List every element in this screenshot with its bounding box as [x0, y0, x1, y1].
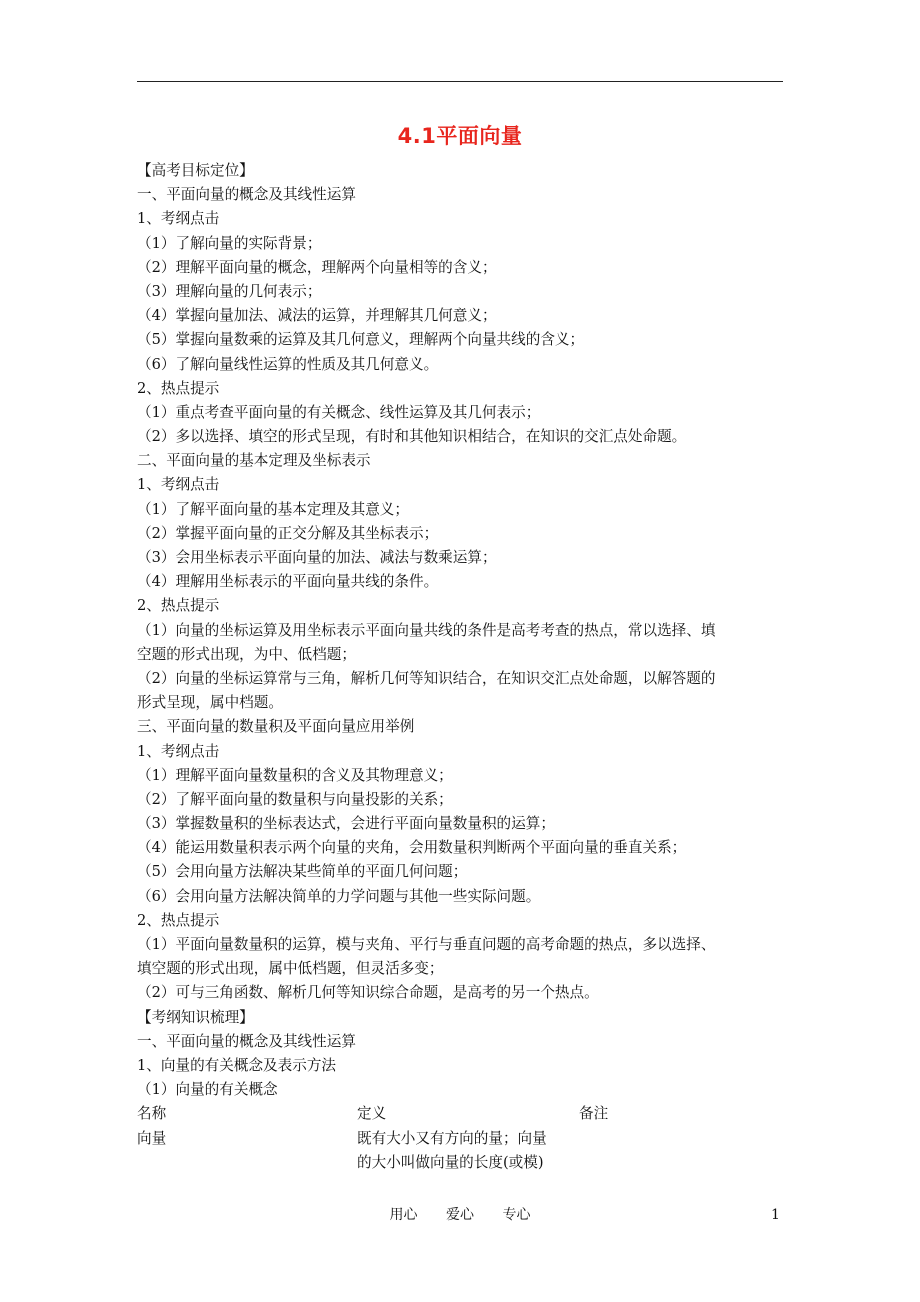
body-line: （2）向量的坐标运算常与三角，解析几何等知识结合，在知识交汇点处命题，以解答题的	[137, 669, 716, 687]
body-line: （5）掌握向量数乘的运算及其几何意义，理解两个向量共线的含义；	[137, 331, 585, 349]
body-line: （2）掌握平面向量的正交分解及其坐标表示；	[137, 524, 439, 542]
body-line: （1）理解平面向量数量积的含义及其物理意义；	[137, 766, 453, 784]
body-line: 1、向量的有关概念及表示方法	[137, 1056, 337, 1074]
body-line: 1、考纲点击	[137, 742, 220, 760]
body-line: 2、热点提示	[137, 379, 220, 397]
table-row	[137, 1127, 783, 1175]
body-line: 形式呈现，属中档题。	[137, 694, 283, 712]
body-line: （2）多以选择、填空的形式呈现，有时和其他知识相结合，在知识的交汇点处命题。	[137, 428, 687, 446]
body-line: 空题的形式出现，为中、低档题；	[137, 645, 356, 663]
body-line: 1、考纲点击	[137, 476, 220, 494]
table-header-note: 备注	[579, 1105, 609, 1123]
body-line: （3）掌握数量积的坐标表达式，会进行平面向量数量积的运算；	[137, 815, 555, 833]
table-cell-name: 向量	[137, 1129, 167, 1147]
table-header-name: 名称	[137, 1105, 167, 1123]
body-line: 1、考纲点击	[137, 210, 220, 228]
body-line: （6）会用向量方法解决简单的力学问题与其他一些实际问题。	[137, 887, 541, 905]
body-line: （1）了解平面向量的基本定理及其意义；	[137, 500, 409, 518]
body-line: 三、平面向量的数量积及平面向量应用举例	[137, 718, 415, 736]
body-line: （6）了解向量线性运算的性质及其几何意义。	[137, 355, 439, 373]
body-line: 【考纲知识梳理】	[137, 1008, 254, 1026]
definition-line: 既有大小又有方向的量；向量	[357, 1129, 547, 1147]
table-header-definition: 定义	[357, 1105, 387, 1123]
body-line: （1）向量的有关概念	[137, 1081, 278, 1099]
body-line: （4）理解用坐标表示的平面向量共线的条件。	[137, 573, 439, 591]
page-title: 4.1平面向量	[397, 124, 523, 148]
body-line: （2）可与三角函数、解析几何等知识综合命题，是高考的另一个热点。	[137, 984, 599, 1002]
body-line: 二、平面向量的基本定理及坐标表示	[137, 452, 371, 470]
body-line: （2）理解平面向量的概念，理解两个向量相等的含义；	[137, 258, 497, 276]
body-line: （3）理解向量的几何表示；	[137, 282, 322, 300]
body-line: （1）向量的坐标运算及用坐标表示平面向量共线的条件是高考考查的热点，常以选择、填	[137, 621, 716, 639]
table-cell-definition	[357, 1127, 579, 1175]
body-line: （3）会用坐标表示平面向量的加法、减法与数乘运算；	[137, 549, 497, 566]
body-line: （1）了解向量的实际背景；	[137, 234, 322, 252]
body-line: 2、热点提示	[137, 597, 220, 615]
body-line: 一、平面向量的概念及其线性运算	[137, 1032, 356, 1050]
header-rule	[137, 81, 783, 82]
page-number: 1	[771, 1207, 780, 1223]
page-footer	[0, 1205, 920, 1225]
concept-table-header	[137, 1102, 783, 1126]
body-line: 2、热点提示	[137, 911, 220, 929]
body-line: （5）会用向量方法解决某些简单的平面几何问题；	[137, 863, 468, 881]
footer-word: 用心	[389, 1207, 418, 1223]
body-line: 【高考目标定位】	[137, 162, 254, 179]
body-line: （4）掌握向量加法、减法的运算，并理解其几何意义；	[137, 307, 497, 325]
footer-word: 专心	[502, 1207, 531, 1223]
body-line: （1）平面向量数量积的运算，模与夹角、平行与垂直问题的高考命题的热点，多以选择、	[137, 936, 716, 953]
footer-word: 爱心	[446, 1207, 474, 1223]
definition-line: 的大小叫做向量的长度(或模)	[357, 1153, 544, 1171]
body-line: （1）重点考查平面向量的有关概念、线性运算及其几何表示；	[137, 403, 541, 421]
body-line: （4）能运用数量积表示两个向量的夹角，会用数量积判断两个平面向量的垂直关系；	[137, 839, 687, 857]
body-line: （2）了解平面向量的数量积与向量投影的关系；	[137, 790, 453, 808]
document-body	[137, 159, 783, 1175]
body-line: 一、平面向量的概念及其线性运算	[137, 186, 356, 204]
body-line: 填空题的形式出现，属中低档题，但灵活多变；	[137, 960, 444, 978]
